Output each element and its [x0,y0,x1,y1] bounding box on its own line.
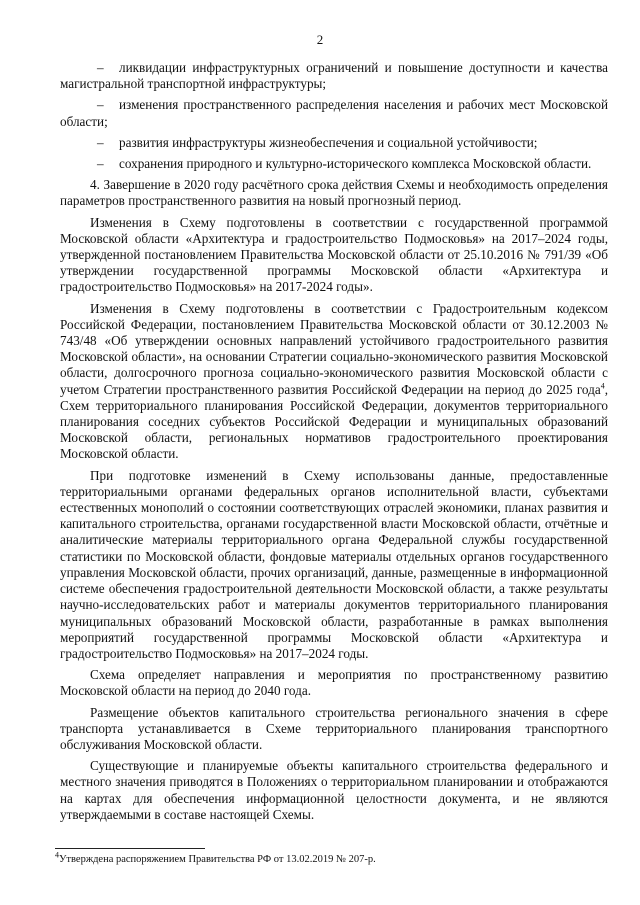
paragraph-text: Изменения в Схему подготовлены в соответствии с Градостроительным кодексом Российской Федерации, постановлением Правительства Московской области от 30.12.2003 № 743/48 «Об утверждении основных направлений устойчивого градостроительного развития Московской области», на основании Стратегии социально-экономического развития Московской области, долгосрочного прогноза социально-экономического развития Московской области с учетом Стратегии пространственного развития Российской Федерации на период до 2025 года [60,300,608,397]
bullet-item [60,97,608,129]
page-number: 2 [316,32,324,47]
paragraph-text-tail: , [604,381,608,397]
paragraph-with-footnote [60,301,608,463]
bullet-item [60,60,608,92]
footnote-text: Утверждена распоряжением Правительства РФ от 13.02.2019 № 207-р. [59,854,376,865]
footnote-separator [55,848,205,849]
paragraph: Изменения в Схему подготовлены в соответствии с государственной программой Московской области «Архитектура и градостроительство Подмосковья» на 2017–2024 годы, утвержденной постановлением Правительства Московской области от 25.10.2016 № 791/39 «Об утверждении государственной программы Московской области «Архитектура и градостроительство Подмосковья» на 2017-2024 годы». [60,214,608,295]
footnote-ref[interactable]: 4 [600,381,605,391]
bullet-item [60,156,608,172]
paragraph-text: Схем территориального планирования Российской Федерации, документов территориального планирования соседних субъектов Российской Федерации и муниципальных образований Московской области, региональных нормативов градостроительного проектирования Московской области. [60,397,608,462]
bullet-marker: – [97,134,104,150]
paragraph: Существующие и планируемые объекты капитального строительства федерального и местного значения приводятся в Положениях о территориальном планировании и отображаются на картах для обеспечения информационной целостности документа, и не являются утверждаемыми в составе настоящей Схемы. [60,758,608,822]
bullet-text: ликвидации инфраструктурных ограничений и повышение доступности и качества магистральной транспортной инфраструктуры; [60,60,608,92]
footnote-number: 4 [55,850,59,860]
bullet-marker: – [97,156,104,172]
bullet-item [60,135,608,151]
footnote [55,850,615,866]
bullet-text: развития инфраструктуры жизнеобеспечения и социальной устойчивости; [119,134,538,150]
bullet-text: сохранения природного и культурно-исторического комплекса Московской области. [119,156,592,172]
bullet-marker: – [97,60,104,75]
bullet-text: изменения пространственного распределения населения и рабочих мест Московской области; [60,97,608,129]
paragraph: При подготовке изменений в Схему использованы данные, предоставленные территориальными органами федеральных органов исполнительной власти, субъектами естественных монополий о состоянии соответствующих отраслей экономики, планах развития и капитального строительства, органами государственной власти Московской области, отчётные и аналитические материалы территориального органа Федеральной службы государственной статистики по Московской области, фондовые материалы отдельных органов государственного управления Московской области, прочих организаций, данные, размещенные в информационной системе обеспечения градостроительной деятельности Московской области, а также результаты научно-исследовательских работ и материалы документов территориального планирования муниципальных образований Московской области, разработанные в рамках выполнения мероприятий государственной программы Московской области «Архитектура и градостроительство Подмосковья» на 2017–2024 годы. [60,467,608,661]
paragraph: 4. Завершение в 2020 году расчётного срока действия Схемы и необходимость определения параметров пространственного развития на новый прогнозный период. [60,177,608,209]
paragraph: Размещение объектов капитального строительства регионального значения в сфере транспорта устанавливается в Схеме территориального планирования транспортного обслуживания Московской области. [60,704,608,752]
paragraph: Схема определяет направления и мероприятия по пространственному развитию Московской области на период до 2040 года. [60,667,608,699]
document-body [60,60,608,828]
bullet-marker: – [97,97,104,113]
